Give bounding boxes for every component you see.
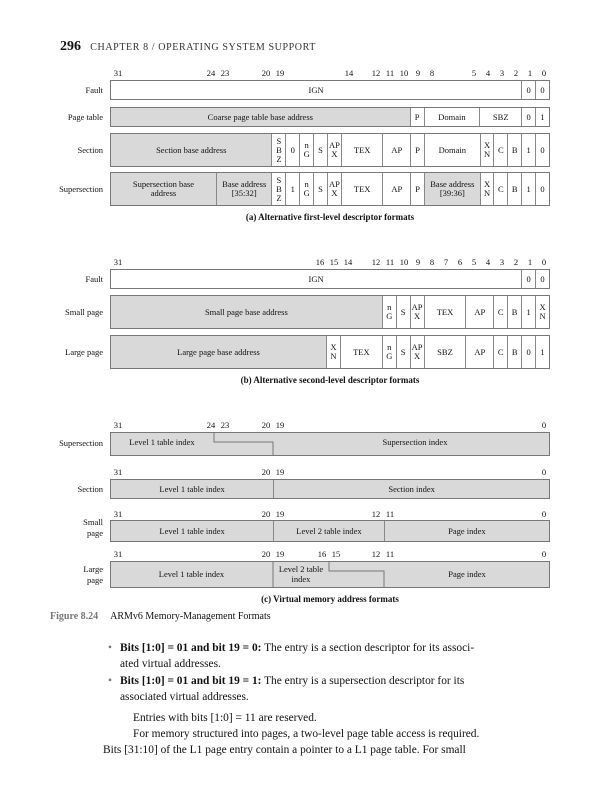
va-supersection-register [110, 432, 550, 456]
field-b: B [507, 134, 521, 166]
bit-label: 14 [343, 257, 353, 267]
second-level-small-page-register [110, 295, 550, 329]
field-level2-index: Level 2 table index [278, 564, 324, 584]
caption-first-level: (a) Alternative first-level descriptor formats [245, 212, 415, 222]
bit-label: 12 [371, 68, 381, 78]
field-level1-index: Level 1 table index [158, 569, 225, 579]
page-number: 296 [60, 39, 81, 54]
field-c: C [493, 134, 507, 166]
field-supersection-base [111, 173, 216, 205]
field-bit1: 0 [521, 270, 535, 288]
field-bit0: 1 [535, 108, 549, 126]
field-base-39-36-text: Base address [39:36] [430, 179, 475, 198]
field-page-index: Page index [384, 521, 549, 541]
caption-virtual: (c) Virtual memory address formats [261, 594, 399, 604]
bit-label: 31 [113, 420, 123, 430]
field-apx [327, 173, 341, 205]
field-bit1: 0 [521, 108, 535, 126]
bit-label: 9 [415, 68, 421, 78]
bit-label: 5 [471, 257, 477, 267]
bullet-text: The entry is a section descriptor for its associ- [261, 642, 475, 654]
bit-label: 0 [541, 467, 547, 477]
bit-label: 15 [331, 549, 341, 559]
field-tex: TEX [424, 296, 466, 328]
figure-label: Figure 8.24 [50, 611, 99, 622]
va-supersection-bits [0, 420, 604, 431]
field-level1-index: Level 1 table index [111, 480, 273, 498]
bullet-text-cont: associated virtual addresses. [120, 691, 249, 703]
field-base-35-32-text: Base address [35:32] [222, 179, 267, 198]
bit-label: 12 [371, 509, 381, 519]
field-sbz: SBZ [479, 108, 521, 126]
field-one: 1 [285, 173, 299, 205]
row-label-va-large-page [8, 564, 103, 586]
bit-label: 3 [499, 68, 505, 78]
field-sbz: SBZ [424, 336, 466, 368]
bit-label: 11 [385, 257, 395, 267]
field-xn-text: X N [483, 140, 491, 159]
field-ng-text: n G [303, 179, 310, 198]
bit-label: 0 [541, 509, 547, 519]
bit-label: 10 [399, 257, 409, 267]
bit-label: 7 [443, 257, 449, 267]
field-ng-text: n G [386, 342, 393, 361]
paragraph-two-level: For memory structured into pages, a two-level page table access is required. [133, 728, 480, 740]
bullet-bold: Bits [1:0] = 01 and bit 19 = 1: [120, 675, 262, 687]
bit-label: 2 [513, 68, 519, 78]
bullet-text-cont: ated virtual addresses. [120, 658, 221, 670]
first-level-fault-register [110, 80, 550, 100]
va-large-page-register [110, 561, 550, 588]
bit-label: 8 [429, 68, 435, 78]
field-ign: IGN [308, 84, 324, 95]
field-ng [382, 336, 396, 368]
field-domain: Domain [424, 108, 480, 126]
va-large-page-bits [0, 549, 604, 560]
va-section-register [110, 479, 550, 499]
field-s: S [313, 134, 327, 166]
row-label-fault: Fault [85, 85, 103, 95]
bit-label: 0 [541, 420, 547, 430]
bullet-icon: • [108, 675, 112, 687]
field-bit1: 1 [521, 296, 535, 328]
field-ap: AP [382, 134, 410, 166]
bit-label: 20 [261, 467, 271, 477]
field-xn-text: X N [539, 302, 546, 321]
second-level-fault-register [110, 269, 550, 289]
bit-label: 20 [261, 68, 271, 78]
bit-label: 11 [385, 549, 395, 559]
bit-label: 0 [541, 549, 547, 559]
figure-caption [50, 611, 271, 622]
bit-label: 31 [113, 467, 123, 477]
bit-label: 6 [457, 257, 463, 267]
field-tex: TEX [340, 336, 382, 368]
field-bit0: 0 [535, 173, 549, 205]
paragraph-l1-pointer: Bits [31:10] of the L1 page entry contain a pointer to a L1 page table. For small [103, 744, 466, 756]
field-ng-text: n G [386, 302, 393, 321]
field-ap: AP [465, 336, 493, 368]
bit-label: 31 [113, 549, 123, 559]
field-b: B [507, 296, 521, 328]
bit-label: 11 [385, 509, 395, 519]
bit-label: 20 [261, 549, 271, 559]
field-level1-index: Level 1 table index [111, 521, 273, 541]
row-label-page-table: Page table [67, 112, 103, 122]
field-b: B [507, 336, 521, 368]
bit-label: 31 [113, 68, 123, 78]
bullet-section-descriptor [108, 640, 550, 672]
field-ng [299, 173, 313, 205]
figure-title: ARMv6 Memory-Management Formats [110, 611, 271, 622]
bit-label: 2 [513, 257, 519, 267]
field-apx-text: AP X [328, 140, 340, 159]
first-level-supersection-register [110, 172, 550, 206]
bit-label: 12 [371, 257, 381, 267]
field-small-page-base: Small page base address [111, 296, 382, 328]
bit-label: 5 [471, 68, 477, 78]
row-label-va-small-page [8, 517, 103, 539]
row-label-small-page: Small page [64, 307, 103, 317]
field-sbz-text: S B Z [276, 174, 282, 203]
field-supersection-base-text: Supersection base address [132, 179, 195, 198]
field-bit0: 0 [535, 81, 549, 99]
field-section-index: Section index [273, 480, 549, 498]
bit-label: 1 [527, 68, 533, 78]
field-ign: IGN [308, 273, 324, 284]
bit-label: 23 [220, 68, 230, 78]
bit-label: 16 [317, 549, 327, 559]
bit-label: 19 [275, 509, 285, 519]
field-c: C [493, 173, 507, 205]
bit-label: 11 [385, 68, 395, 78]
row-label-large-page: Large page [65, 347, 103, 357]
field-bit0: 0 [535, 134, 549, 166]
bit-label: 4 [485, 68, 491, 78]
field-coarse-base: Coarse page table base address [111, 108, 410, 126]
bit-label: 4 [485, 257, 491, 267]
row-label-va-supersection: Supersection [59, 438, 103, 448]
bullet-bold: Bits [1:0] = 01 and bit 19 = 0: [120, 642, 262, 654]
field-xn [480, 134, 494, 166]
bit-label: 24 [206, 68, 216, 78]
field-apx-text: AP X [328, 179, 340, 198]
bit-label: 16 [315, 257, 325, 267]
bit-label: 19 [275, 549, 285, 559]
second-level-bit-numbers [0, 257, 604, 268]
field-bit0: 1 [535, 336, 549, 368]
row-label-fault: Fault [85, 274, 103, 284]
caption-second-level: (b) Alternative second-level descriptor formats [240, 375, 420, 385]
first-level-section-register [110, 133, 550, 167]
field-supersection-index: Supersection index [382, 437, 448, 447]
field-xn [535, 296, 549, 328]
field-bit0: 0 [535, 270, 549, 288]
field-tex: TEX [341, 134, 383, 166]
row-label-section: Section [77, 145, 103, 155]
second-level-large-page-register [110, 335, 550, 369]
field-bit1: 0 [521, 336, 535, 368]
field-apx [410, 296, 424, 328]
field-apx-text: AP X [411, 342, 423, 361]
bullet-text: The entry is a supersection descriptor for its [261, 675, 465, 687]
bit-label: 31 [113, 257, 123, 267]
field-c: C [493, 336, 507, 368]
field-bit1: 1 [521, 134, 535, 166]
field-level1-index: Level 1 table index [129, 437, 195, 447]
va-section-bits [0, 467, 604, 478]
bullet-supersection-descriptor [108, 673, 550, 705]
bit-label: 0 [541, 257, 547, 267]
bit-label: 15 [329, 257, 339, 267]
bit-label: 19 [275, 420, 285, 430]
field-base-39-36 [424, 173, 479, 205]
field-s: S [396, 296, 410, 328]
field-ng [299, 134, 313, 166]
bit-label: 10 [399, 68, 409, 78]
bit-label: 31 [113, 509, 123, 519]
field-page-index: Page index [448, 569, 486, 579]
field-xn [326, 336, 340, 368]
paragraph-reserved: Entries with bits [1:0] = 11 are reserved. [133, 712, 317, 724]
row-label-text: Large page [83, 564, 103, 585]
va-small-page-register [110, 520, 550, 542]
field-b: B [507, 173, 521, 205]
field-xn [480, 173, 494, 205]
bit-label: 19 [275, 467, 285, 477]
field-p: P [410, 108, 424, 126]
field-xn-text: X N [483, 179, 491, 198]
bit-label: 3 [499, 257, 505, 267]
field-base-35-32 [216, 173, 271, 205]
bullet-icon: • [108, 642, 112, 654]
field-large-page-base: Large page base address [111, 336, 326, 368]
field-c: C [493, 296, 507, 328]
field-sbz-text: S B Z [276, 135, 282, 164]
field-ap: AP [382, 173, 410, 205]
row-label-supersection: Supersection [59, 184, 103, 194]
bit-label: 20 [261, 509, 271, 519]
field-zero: 0 [285, 134, 299, 166]
bit-label: 14 [344, 68, 354, 78]
row-label-text: Small page [83, 517, 103, 538]
field-s: S [396, 336, 410, 368]
field-level2-index: Level 2 table index [273, 521, 384, 541]
field-ap: AP [465, 296, 493, 328]
first-level-bit-numbers [0, 68, 604, 79]
field-p: P [410, 134, 424, 166]
field-ng [382, 296, 396, 328]
first-level-page-table-register [110, 107, 550, 127]
field-sbz [271, 134, 285, 166]
field-p: P [410, 173, 424, 205]
page-header [60, 38, 316, 55]
bit-label: 9 [415, 257, 421, 267]
bit-label: 0 [541, 68, 547, 78]
bit-label: 8 [429, 257, 435, 267]
chapter-title: CHAPTER 8 / OPERATING SYSTEM SUPPORT [90, 42, 317, 53]
field-s: S [313, 173, 327, 205]
field-domain: Domain [424, 134, 479, 166]
field-xn-text: X N [330, 342, 337, 361]
bit-label: 20 [261, 420, 271, 430]
bit-label: 1 [527, 257, 533, 267]
field-sbz [271, 173, 285, 205]
bit-label: 19 [275, 68, 285, 78]
field-bit1: 0 [521, 81, 535, 99]
row-label-va-section: Section [77, 484, 103, 494]
field-bit1: 1 [521, 173, 535, 205]
field-ng-text: n G [303, 140, 310, 159]
bit-label: 12 [371, 549, 381, 559]
bit-label: 23 [220, 420, 230, 430]
bit-label: 24 [206, 420, 216, 430]
field-apx [410, 336, 424, 368]
field-apx [327, 134, 341, 166]
field-section-base: Section base address [111, 134, 271, 166]
field-tex: TEX [341, 173, 383, 205]
field-apx-text: AP X [411, 302, 423, 321]
